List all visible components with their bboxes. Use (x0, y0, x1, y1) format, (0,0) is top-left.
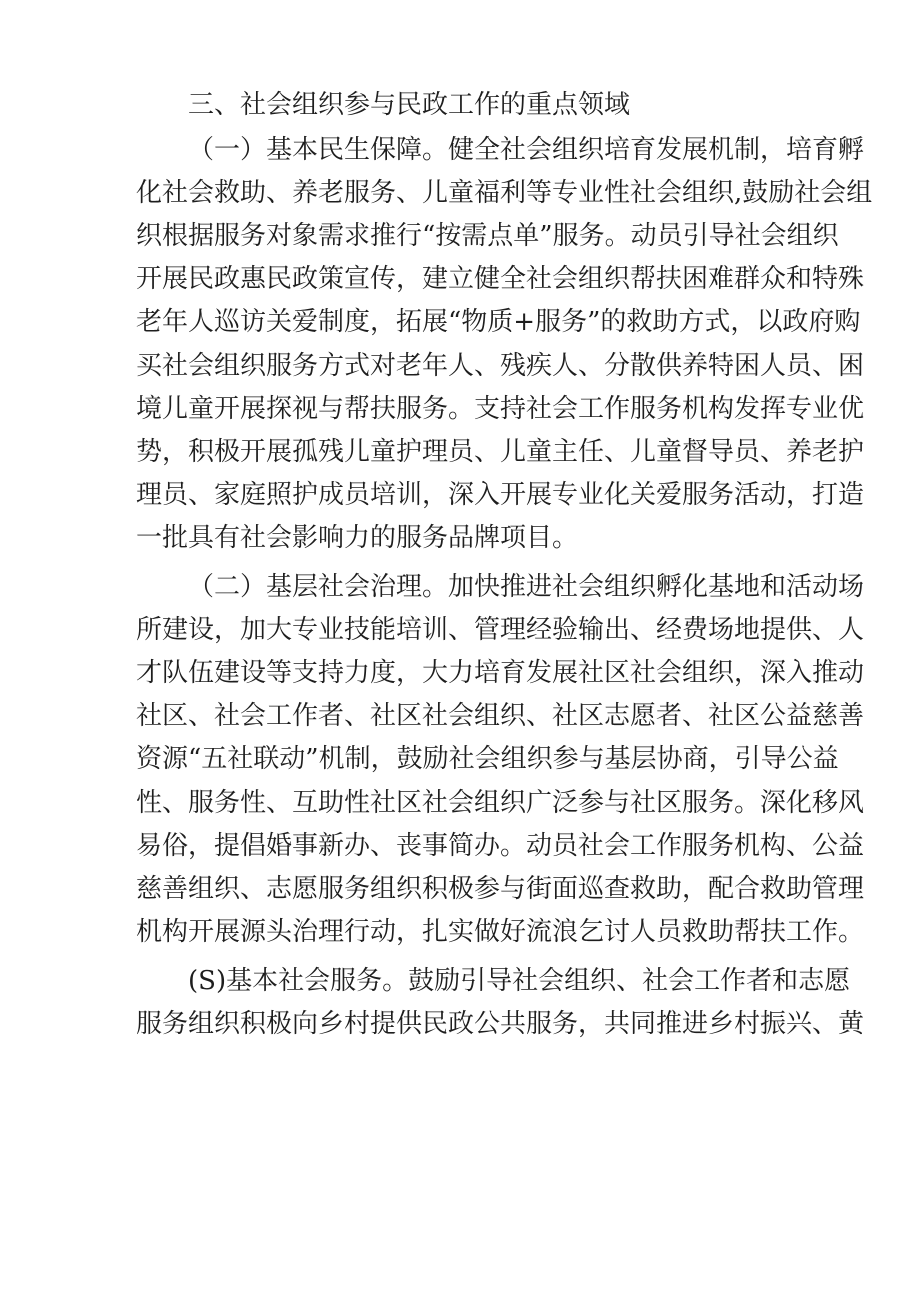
text-line: 理员、家庭照护成员培训，深入开展专业化关爱服务活动，打造 (136, 479, 865, 510)
text-line: 才队伍建设等支持力度，大力培育发展社区社会组织，深入推动 (136, 658, 865, 689)
document-page (136, 84, 873, 1046)
text-line: 性、服务性、互助性社区社会组织广泛参与社区服务。深化移风 (136, 787, 865, 818)
text-line: 资源“五社联动”机制，鼓励社会组织参与基层协商，引导公益 (136, 744, 839, 775)
text-line: 开展民政惠民政策宣传，建立健全社会组织帮扶困难群众和特殊 (136, 264, 865, 295)
text-line: 慈善组织、志愿服务组织积极参与街面巡查救助，配合救助管理 (136, 873, 865, 904)
text-line: 易俗，提倡婚事新办、丧事简办。动员社会工作服务机构、公益 (136, 830, 865, 861)
paragraph-grassroots-governance (136, 566, 865, 954)
paragraph-basic-livelihood (136, 129, 873, 560)
paragraph-basic-social-services (136, 960, 865, 1046)
section-heading: 三、社会组织参与民政工作的重点领域 (188, 90, 631, 120)
text-line: 买社会组织服务方式对老年人、残疾人、分散供养特困人员、困 (136, 350, 865, 381)
text-line: 境儿童开展探视与帮扶服务。支持社会工作服务机构发挥专业优 (136, 393, 865, 424)
text-line: 势，积极开展孤残儿童护理员、儿童主任、儿童督导员、养老护 (136, 436, 865, 467)
text-line: (S)基本社会服务。鼓励引导社会组织、社会工作者和志愿 (188, 965, 851, 996)
text-line: （二）基层社会治理。加快推进社会组织孵化基地和活动场 (188, 572, 865, 603)
text-line: 社区、社会工作者、社区社会组织、社区志愿者、社区公益慈善 (136, 701, 865, 732)
text-line: 织根据服务对象需求推行“按需点单”服务。动员引导社会组织 (136, 221, 839, 252)
text-line: 老年人巡访关爱制度，拓展“物质+服务”的救助方式，以政府购 (136, 307, 861, 338)
text-line: 一批具有社会影响力的服务品牌项目。 (136, 522, 579, 553)
text-line: （一）基本民生保障。健全社会组织培育发展机制，培育孵 (188, 135, 865, 166)
text-line: 所建设，加大专业技能培训、管理经验输出、经费场地提供、人 (136, 615, 865, 646)
text-line: 机构开展源头治理行动，扎实做好流浪乞讨人员救助帮扶工作。 (136, 916, 865, 947)
text-line: 服务组织积极向乡村提供民政公共服务，共同推进乡村振兴、黄 (136, 1008, 865, 1039)
text-line: 化社会救助、养老服务、儿童福利等专业性社会组织,鼓励社会组 (136, 178, 873, 209)
